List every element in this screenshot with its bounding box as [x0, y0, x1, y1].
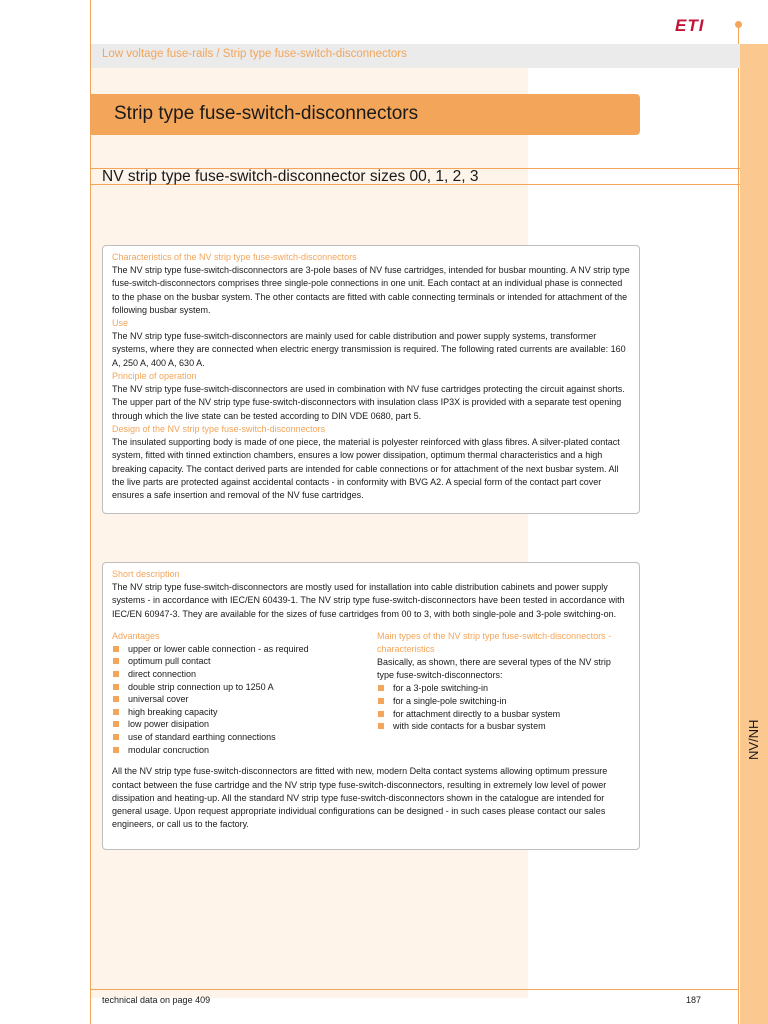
- section-text: The NV strip type fuse-switch-disconnectors are mainly used for cable distribution and power supply systems, transformer systems, where they are connected when electric energy transmission is required. The following rated currents are available: 160 A, 250 A, 400 A, 630 A.: [112, 331, 626, 368]
- footer-rule: [91, 989, 738, 990]
- bullet-square-icon: [113, 671, 119, 677]
- list-item: high breaking capacity: [112, 706, 365, 719]
- page-title: Strip type fuse-switch-disconnectors: [114, 103, 419, 124]
- list-item: for a 3-pole switching-in: [377, 682, 630, 695]
- bullet-square-icon: [378, 698, 384, 704]
- section-heading: Use: [112, 318, 129, 329]
- list-item: use of standard earthing connections: [112, 731, 365, 744]
- short-description-text: The NV strip type fuse-switch-disconnectors are mostly used for installation into cable distribution cabinets and power supply systems - in accordance with IEC/EN 60439-1. The NV strip type fuse-switch-disconnectors have been tested in accordance with IEC/EN 60947-3. They are available for the sizes of fuse cartridges from 00 to 3, with both single-pole and 3-pole switching-on.: [112, 582, 625, 619]
- bullet-square-icon: [378, 711, 384, 717]
- side-tab-label: NV/NH: [746, 719, 761, 760]
- bullet-square-icon: [113, 696, 119, 702]
- list-item: optimum pull contact: [112, 655, 365, 668]
- side-tab-column: [740, 44, 768, 1024]
- eti-logo: ETI: [675, 16, 705, 35]
- section-text: The insulated supporting body is made of one piece, the material is polyester reinforced with glass fibres. A silver-plated contact system, fitted with tinned extinction chambers, ensures a low power dissipation, optimum thermal characteristics and a high breaking capacity. The contact derived parts are intended for cable connections or for attachment of the next busbar system. All the live parts are protected against accidental contacts - in conformity with BVG A2. A special form of the contact part cover ensures a safe insertion and removal of the NV fuse cartridges.: [112, 436, 620, 501]
- types-intro: Basically, as shown, there are several types of the NV strip type fuse-switch-disconnectors:: [377, 656, 611, 681]
- bullet-square-icon: [378, 723, 384, 729]
- types-column: [377, 630, 630, 756]
- closing-paragraph: All the NV strip type fuse-switch-disconnectors are fitted with new, modern Delta contact systems allowing optimum pressure contact between the fuse cartridge and the NV strip type fuse-switch-disconnectors, resulting in extremely low level of power dissipation and heating-up. All the standard NV strip type fuse-switch-disconnectors shown in the catalogue are intended for general usage. Upon request appropriate individual configurations can be designed - in such cases please contact our sales engineers, or call us to the factory.: [112, 766, 608, 830]
- background-panel: [91, 68, 528, 998]
- bullet-square-icon: [113, 646, 119, 652]
- bullet-square-icon: [378, 685, 384, 691]
- characteristics-box: [102, 245, 640, 514]
- list-item: modular concruction: [112, 744, 365, 757]
- bullet-square-icon: [113, 721, 119, 727]
- description-box: [102, 562, 640, 850]
- advantages-column: [112, 630, 365, 756]
- section-text: The NV strip type fuse-switch-disconnectors are 3-pole bases of NV fuse cartridges, intended for busbar mounting. A NV strip type fuse-switch-disconnectors comprises three single-pole connections in one unit. Each contact at an individual phase is connected to the phase on the busbar system. The other contacts are fitted with cable connecting terminals or intended for attachment of the following busbar system.: [112, 265, 630, 315]
- footer-reference[interactable]: technical data on page 409: [102, 995, 211, 1005]
- section-heading: Design of the NV strip type fuse-switch-disconnectors: [112, 423, 326, 434]
- bullet-square-icon: [113, 734, 119, 740]
- breadcrumb[interactable]: Low voltage fuse-rails / Strip type fuse-switch-disconnectors: [102, 48, 407, 60]
- bullet-square-icon: [113, 658, 119, 664]
- advantages-list: [112, 643, 365, 756]
- list-item: for a single-pole switching-in: [377, 695, 630, 708]
- list-item: low power disipation: [112, 718, 365, 731]
- section-heading: Characteristics of the NV strip type fuse-switch-disconnectors: [112, 252, 357, 262]
- left-rule: [90, 0, 91, 1024]
- list-item: for attachment directly to a busbar system: [377, 708, 630, 721]
- list-item: direct connection: [112, 668, 365, 681]
- bullet-square-icon: [113, 747, 119, 753]
- section-heading: Principle of operation: [112, 371, 197, 382]
- list-item: with side contacts for a busbar system: [377, 720, 630, 733]
- right-rule: [738, 26, 739, 1024]
- list-item: universal cover: [112, 693, 365, 706]
- rule-dot: [735, 21, 742, 28]
- types-heading: Main types of the NV strip type fuse-switch-disconnectors - characteristics: [377, 630, 612, 654]
- page-subtitle: NV strip type fuse-switch-disconnector sizes 00, 1, 2, 3: [102, 168, 479, 185]
- side-tab[interactable]: [742, 700, 766, 770]
- bullet-square-icon: [113, 709, 119, 715]
- list-item: upper or lower cable connection - as required: [112, 643, 365, 656]
- page-number: 187: [686, 995, 702, 1005]
- types-list: [377, 682, 630, 732]
- bullet-square-icon: [113, 684, 119, 690]
- short-description-heading: Short description: [112, 569, 180, 579]
- list-item: double strip connection up to 1250 A: [112, 681, 365, 694]
- section-text: The NV strip type fuse-switch-disconnectors are used in combination with NV fuse cartridges protecting the circuit against shorts. The upper part of the NV strip type fuse-switch-disconnectors with insulation class IP3X is provided with a separate test opening through which the live state can be tested according to DIN VDE 0680, part 5.: [112, 384, 625, 421]
- advantages-heading: Advantages: [112, 630, 160, 641]
